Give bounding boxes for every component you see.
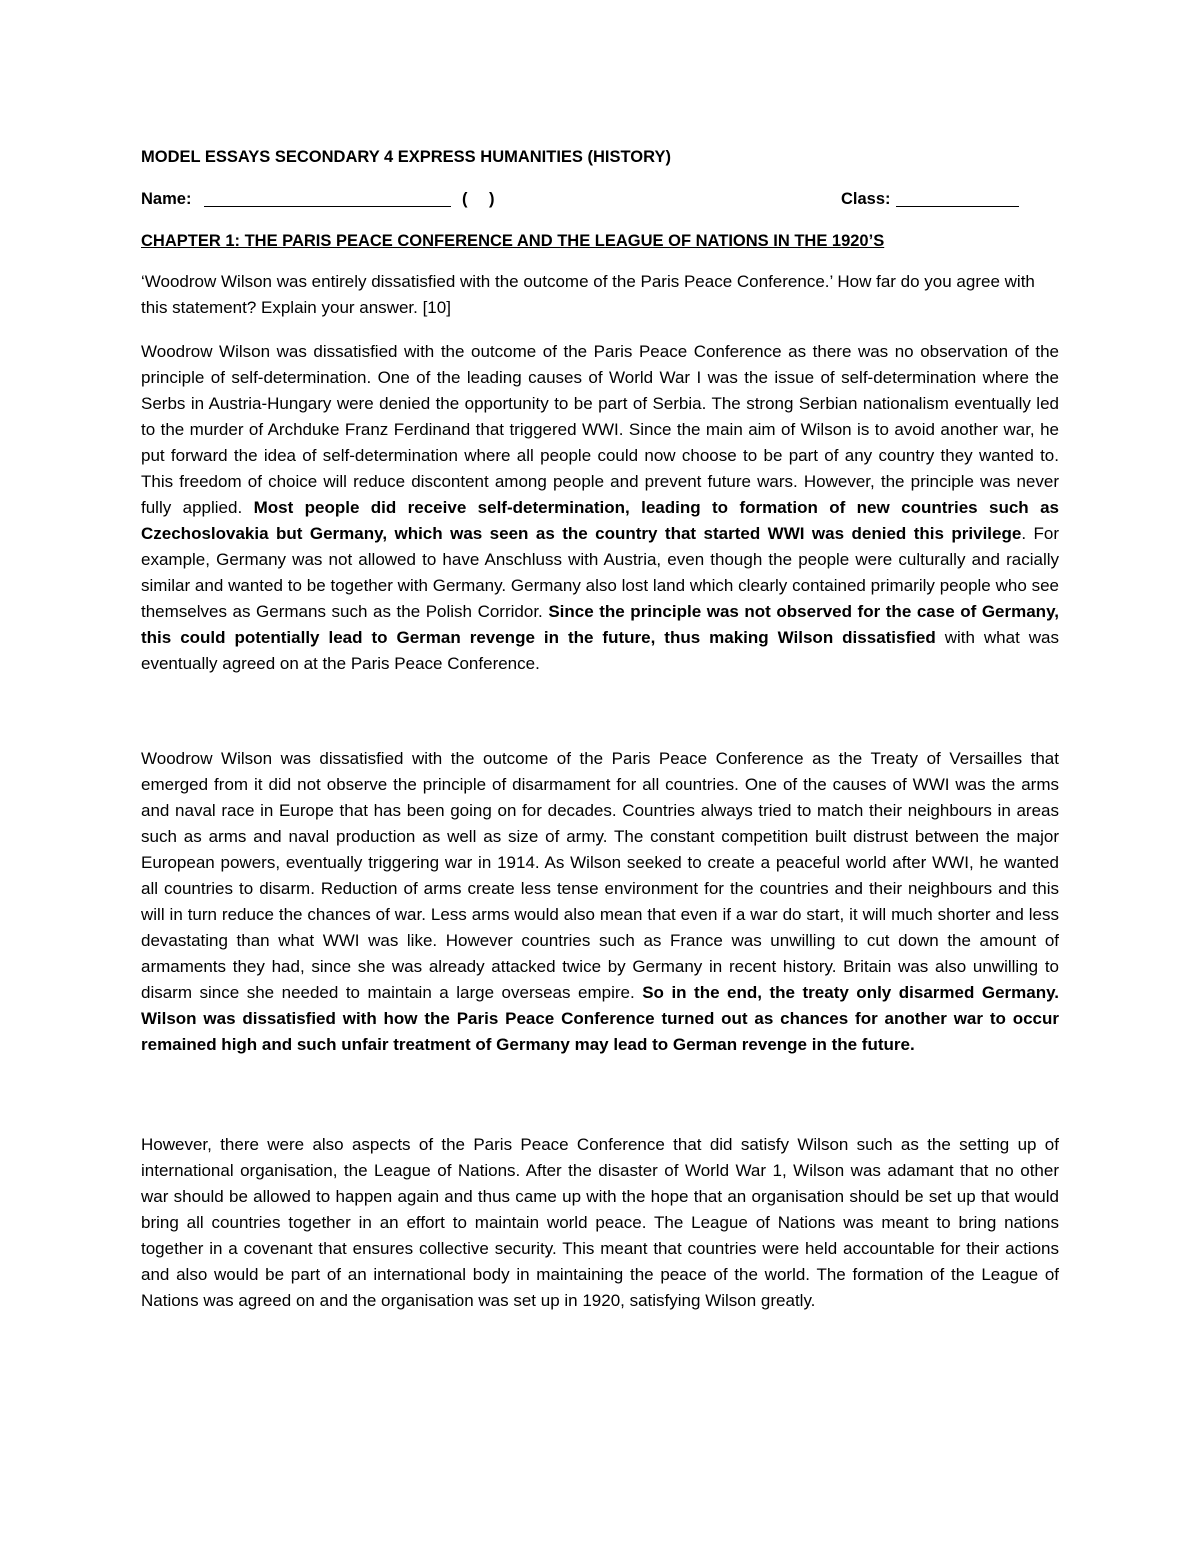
- paragraph-bold-text: So in the end, the treaty only disarmed Germany. Wilson was dissatisfied with how the Paris Peace Conference turned out as chances for another war to occur remained high and such unfair treatment of Germany may lead to German revenge in the future.: [141, 983, 1060, 1054]
- class-label: Class:: [841, 190, 891, 208]
- chapter-heading: CHAPTER 1: THE PARIS PEACE CONFERENCE AND THE LEAGUE OF NATIONS IN THE 1920’S: [141, 232, 885, 250]
- name-blank-line: [204, 206, 451, 207]
- document-title: MODEL ESSAYS SECONDARY 4 EXPRESS HUMANITIES (HISTORY): [141, 148, 671, 166]
- paragraph-text: Woodrow Wilson was dissatisfied with the outcome of the Paris Peace Conference as the Treaty of Versailles that emerged from it did not observe the principle of disarmament for all countries. One of the causes of WWI was the arms and naval race in Europe that has been going on for decades. Countries always tried to match their neighbours in areas such as arms and naval production as well as size of army. The constant competition built distrust between the major European powers, eventually triggering war in 1914. As Wilson seeked to create a peaceful world after WWI, he wanted all countries to disarm. Reduction of arms create less tense environment for the countries and their neighbours and this will in turn reduce the chances of war. Less arms would also mean that even if a war do start, it will much shorter and less devastating than what WWI was like. However countries such as France was unwilling to cut down the amount of armaments they had, since she was already attacked twice by Germany in recent history. Britain was also unwilling to disarm since she needed to maintain a large overseas empire.: [141, 749, 1059, 1002]
- essay-paragraph-3: [141, 1132, 1059, 1314]
- class-blank-line: [896, 206, 1019, 207]
- essay-paragraph-1: [141, 339, 1059, 677]
- paragraph-text: with what was eventually agreed on at the Paris Peace Conference.: [141, 628, 1060, 673]
- register-number-close-bracket: ): [489, 190, 495, 208]
- essay-question: ‘Woodrow Wilson was entirely dissatisfied with the outcome of the Paris Peace Conference.’ How far do you agree with this statement? Explain your answer. [10]: [141, 272, 1035, 317]
- paragraph-text: Woodrow Wilson was dissatisfied with the outcome of the Paris Peace Conference as there was no observation of the principle of self-determination. One of the leading causes of World War I was the issue of self-determination where the Serbs in Austria-Hungary were denied the opportunity to be part of Serbia. The strong Serbian nationalism eventually led to the murder of Archduke Franz Ferdinand that triggered WWI. Since the main aim of Wilson is to avoid another war, he put forward the idea of self-determination where all people could now choose to be part of any country they wanted to. This freedom of choice will reduce discontent among people and prevent future wars. However, the principle was never fully applied.: [141, 342, 1059, 517]
- paragraph-text: However, there were also aspects of the Paris Peace Conference that did satisfy Wilson such as the setting up of international organisation, the League of Nations. After the disaster of World War 1, Wilson was adamant that no other war should be allowed to happen again and thus came up with the hope that an organisation should be set up that would bring all countries together in an effort to maintain world peace. The League of Nations was meant to bring nations together in a covenant that ensures collective security. This meant that countries were held accountable for their actions and also would be part of an international body in maintaining the peace of the world. The formation of the League of Nations was agreed on and the organisation was set up in 1920, satisfying Wilson greatly.: [141, 1135, 1059, 1310]
- paragraph-bold-text: Since the principle was not observed for the case of Germany, this could potentially lead to German revenge in the future, thus making Wilson dissatisfied: [141, 602, 1059, 647]
- paragraph-text: . For example, Germany was not allowed to have Anschluss with Austria, even though the people were culturally and racially similar and wanted to be together with Germany. Germany also lost land which clearly contained primarily people who see themselves as Germans such as the Polish Corridor.: [141, 524, 1059, 621]
- register-number-open-bracket: (: [462, 190, 468, 208]
- student-info-row: [141, 188, 1059, 214]
- paragraph-bold-text: Most people did receive self-determination, leading to formation of new countries such as Czechoslovakia but Germany, which was seen as the country that started WWI was denied this privilege: [141, 498, 1059, 543]
- name-label: Name:: [141, 190, 192, 208]
- essay-paragraph-2: [141, 746, 1059, 1058]
